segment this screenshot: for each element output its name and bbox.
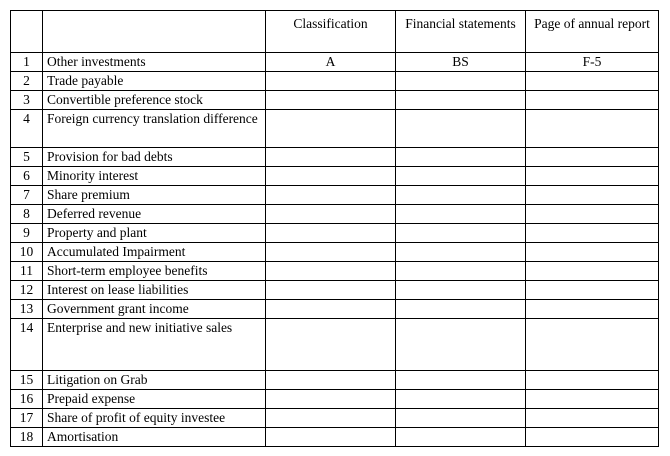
row-number: 3 [11,91,43,110]
row-item: Accumulated Impairment [43,243,266,262]
table-row [11,243,659,262]
row-number: 12 [11,281,43,300]
row-number: 9 [11,224,43,243]
row-page-cell[interactable] [526,110,659,148]
row-page-cell[interactable] [526,91,659,110]
row-item: Property and plant [43,224,266,243]
row-item: Convertible preference stock [43,91,266,110]
row-financial-statements-cell[interactable] [396,281,526,300]
table-row [11,281,659,300]
row-page-cell[interactable] [526,243,659,262]
row-page-cell[interactable] [526,390,659,409]
table-row [11,53,659,72]
row-classification-cell[interactable] [266,262,396,281]
row-classification-cell[interactable] [266,205,396,224]
row-financial-statements-cell[interactable]: BS [396,53,526,72]
table-row [11,300,659,319]
row-number: 6 [11,167,43,186]
row-classification-cell[interactable] [266,91,396,110]
row-number: 7 [11,186,43,205]
row-item: Share premium [43,186,266,205]
row-page-cell[interactable] [526,148,659,167]
row-financial-statements-cell[interactable] [396,186,526,205]
table-row [11,371,659,390]
table-row [11,91,659,110]
row-number: 13 [11,300,43,319]
row-item: Minority interest [43,167,266,186]
row-number: 17 [11,409,43,428]
row-page-cell[interactable] [526,262,659,281]
row-item: Foreign currency translation difference [43,110,266,148]
row-classification-cell[interactable] [266,390,396,409]
table-row [11,205,659,224]
row-item: Short-term employee benefits [43,262,266,281]
row-item: Trade payable [43,72,266,91]
row-item: Provision for bad debts [43,148,266,167]
row-financial-statements-cell[interactable] [396,262,526,281]
row-item: Interest on lease liabilities [43,281,266,300]
row-classification-cell[interactable] [266,110,396,148]
row-number: 2 [11,72,43,91]
table-row [11,186,659,205]
row-classification-cell[interactable] [266,243,396,262]
table-row [11,72,659,91]
row-classification-cell[interactable] [266,319,396,371]
row-classification-cell[interactable] [266,281,396,300]
row-number: 11 [11,262,43,281]
row-page-cell[interactable] [526,72,659,91]
row-page-cell[interactable] [526,186,659,205]
row-financial-statements-cell[interactable] [396,409,526,428]
row-financial-statements-cell[interactable] [396,72,526,91]
row-item: Share of profit of equity investee [43,409,266,428]
row-financial-statements-cell[interactable] [396,243,526,262]
row-item: Amortisation [43,428,266,447]
table-row [11,224,659,243]
row-number: 8 [11,205,43,224]
header-financial-statements: Financial statements [396,11,526,53]
row-number: 10 [11,243,43,262]
row-classification-cell[interactable]: A [266,53,396,72]
row-item: Prepaid expense [43,390,266,409]
row-financial-statements-cell[interactable] [396,428,526,447]
row-page-cell[interactable] [526,319,659,371]
row-number: 5 [11,148,43,167]
table-row [11,262,659,281]
row-classification-cell[interactable] [266,300,396,319]
table-row [11,428,659,447]
row-page-cell[interactable]: F-5 [526,53,659,72]
header-number [11,11,43,53]
header-classification: Classification [266,11,396,53]
row-financial-statements-cell[interactable] [396,371,526,390]
row-financial-statements-cell[interactable] [396,110,526,148]
row-page-cell[interactable] [526,281,659,300]
header-item [43,11,266,53]
row-number: 4 [11,110,43,148]
row-page-cell[interactable] [526,205,659,224]
row-financial-statements-cell[interactable] [396,319,526,371]
row-page-cell[interactable] [526,428,659,447]
classification-table [10,10,659,447]
table-row [11,110,659,148]
row-classification-cell[interactable] [266,224,396,243]
row-page-cell[interactable] [526,224,659,243]
row-item: Deferred revenue [43,205,266,224]
row-page-cell[interactable] [526,371,659,390]
header-page-of-annual-report: Page of annual report [526,11,659,53]
row-classification-cell[interactable] [266,72,396,91]
row-item: Other investments [43,53,266,72]
row-classification-cell[interactable] [266,186,396,205]
table-row [11,167,659,186]
row-classification-cell[interactable] [266,371,396,390]
row-classification-cell[interactable] [266,409,396,428]
row-number: 15 [11,371,43,390]
row-financial-statements-cell[interactable] [396,91,526,110]
row-financial-statements-cell[interactable] [396,300,526,319]
row-classification-cell[interactable] [266,428,396,447]
row-financial-statements-cell[interactable] [396,390,526,409]
table-row [11,390,659,409]
table-body [11,53,659,447]
row-financial-statements-cell[interactable] [396,148,526,167]
row-financial-statements-cell[interactable] [396,205,526,224]
row-page-cell[interactable] [526,300,659,319]
row-item: Government grant income [43,300,266,319]
row-classification-cell[interactable] [266,148,396,167]
header-row [11,11,659,53]
row-classification-cell[interactable] [266,167,396,186]
table-row [11,148,659,167]
table-row [11,319,659,371]
row-financial-statements-cell[interactable] [396,224,526,243]
row-item: Enterprise and new initiative sales [43,319,266,371]
row-number: 14 [11,319,43,371]
row-page-cell[interactable] [526,409,659,428]
row-page-cell[interactable] [526,167,659,186]
row-number: 16 [11,390,43,409]
table-row [11,409,659,428]
row-financial-statements-cell[interactable] [396,167,526,186]
row-number: 1 [11,53,43,72]
row-number: 18 [11,428,43,447]
row-item: Litigation on Grab [43,371,266,390]
